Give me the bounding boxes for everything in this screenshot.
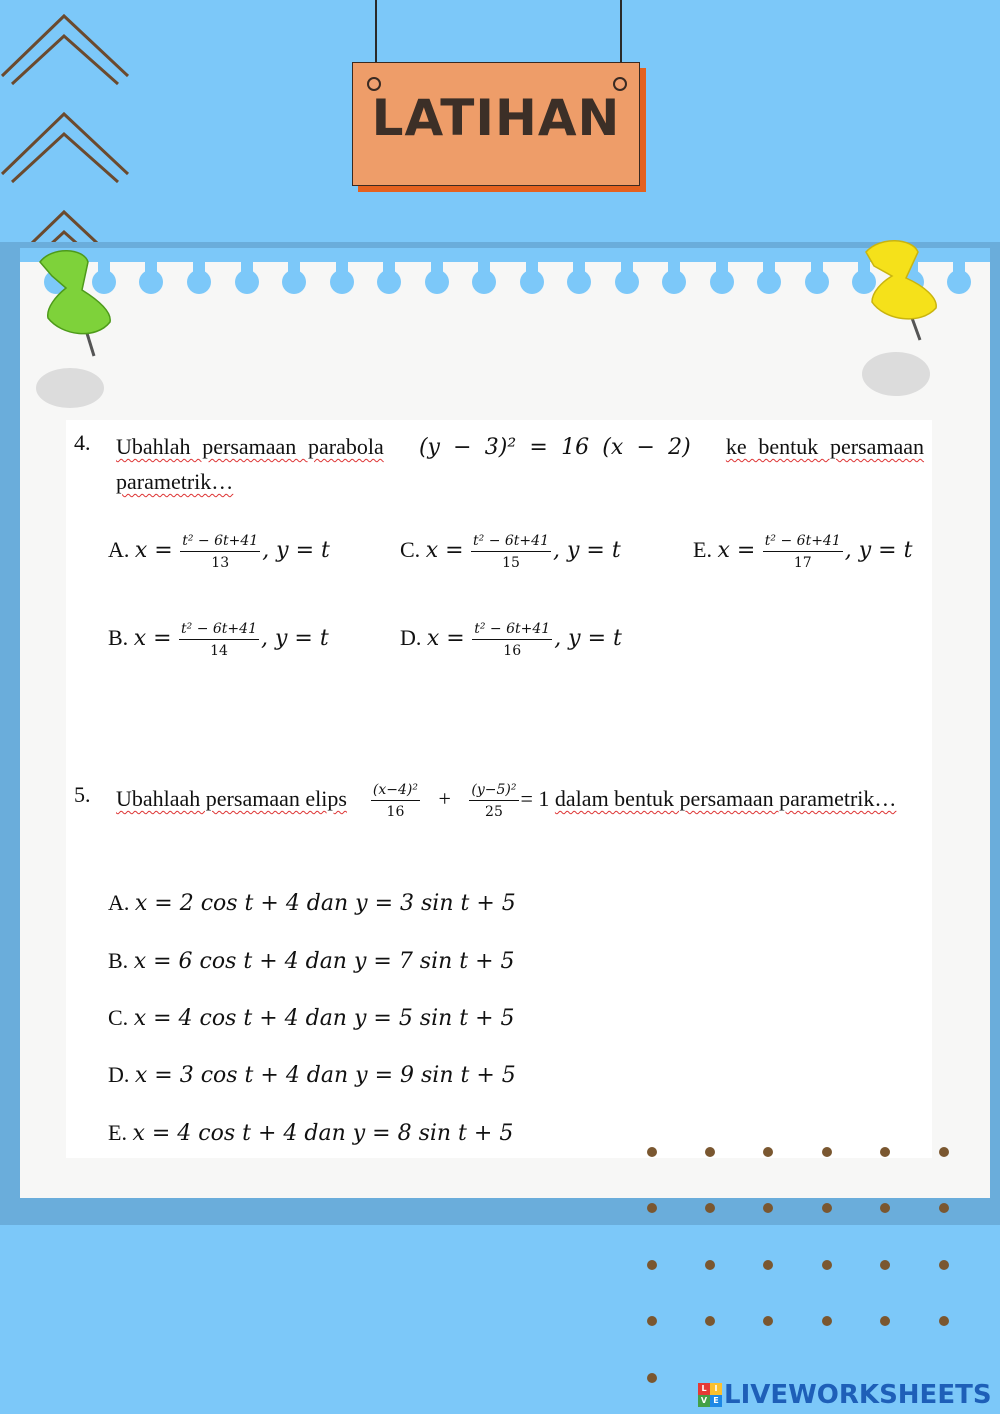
parabola-equation: (y − 3)² = 16 (x − 2)	[418, 435, 691, 460]
question-sheet	[66, 420, 932, 1158]
question-text-before: Ubahlaah persamaan elips	[116, 786, 347, 811]
question-number: 5.	[74, 782, 91, 807]
option-a[interactable]: A. x = 2 cos t + 4 dan y = 3 sin t + 5	[108, 890, 516, 916]
option-c[interactable]: C. x = 4 cos t + 4 dan y = 5 sin t + 5	[108, 1005, 515, 1031]
question-text-before: Ubahlah persamaan parabola	[116, 434, 384, 459]
option-c[interactable]: C. x = $\frac{\text{t² − 6t+41}}{15}$ , y = t	[400, 533, 621, 571]
liveworksheets-logo[interactable]	[698, 1380, 992, 1410]
option-d[interactable]: D. x = 3 cos t + 4 dan y = 9 sin t + 5	[108, 1062, 516, 1088]
plus-sign: +	[438, 786, 451, 811]
question-number: 4.	[74, 430, 91, 455]
page-title: LATIHAN	[371, 89, 621, 147]
option-b[interactable]: B. x = 6 cos t + 4 dan y = 7 sin t + 5	[108, 948, 515, 974]
yellow-pushpin-icon	[862, 241, 936, 396]
dot-grid-decoration	[640, 1140, 960, 1390]
question-text	[116, 782, 924, 819]
ellipse-fraction-y: $\frac{\text{(y−5)²}}{25}$	[471, 781, 517, 820]
option-a[interactable]: A. x = $\frac{\text{t² − 6t+41}}{13}$ , y = t	[108, 533, 330, 571]
green-pushpin-icon	[36, 251, 110, 408]
option-d[interactable]: D. x = $\frac{\text{t² − 6t+41}}{16}$ , y = t	[400, 621, 622, 659]
pushpins	[0, 0, 1000, 420]
question-text	[116, 430, 924, 499]
logo-badge-icon: L I V E	[698, 1383, 722, 1407]
option-e[interactable]: E. x = 4 cos t + 4 dan y = 8 sin t + 5	[108, 1120, 514, 1146]
ellipse-fraction-x: $\frac{\text{(x−4)²}}{16}$	[372, 781, 418, 820]
option-e[interactable]: E. x = $\frac{\text{t² − 6t+41}}{17}$ , y = t	[693, 533, 913, 571]
question-text-after: dalam bentuk persamaan parametrik…	[554, 786, 897, 811]
question-text-after: ke bentuk persamaan parametrik…	[116, 434, 925, 494]
equals-one: = 1	[520, 786, 550, 811]
brand-name: LIVEWORKSHEETS	[724, 1380, 992, 1410]
option-b[interactable]: B. x = $\frac{\text{t² − 6t+41}}{14}$ , y = t	[108, 621, 329, 659]
